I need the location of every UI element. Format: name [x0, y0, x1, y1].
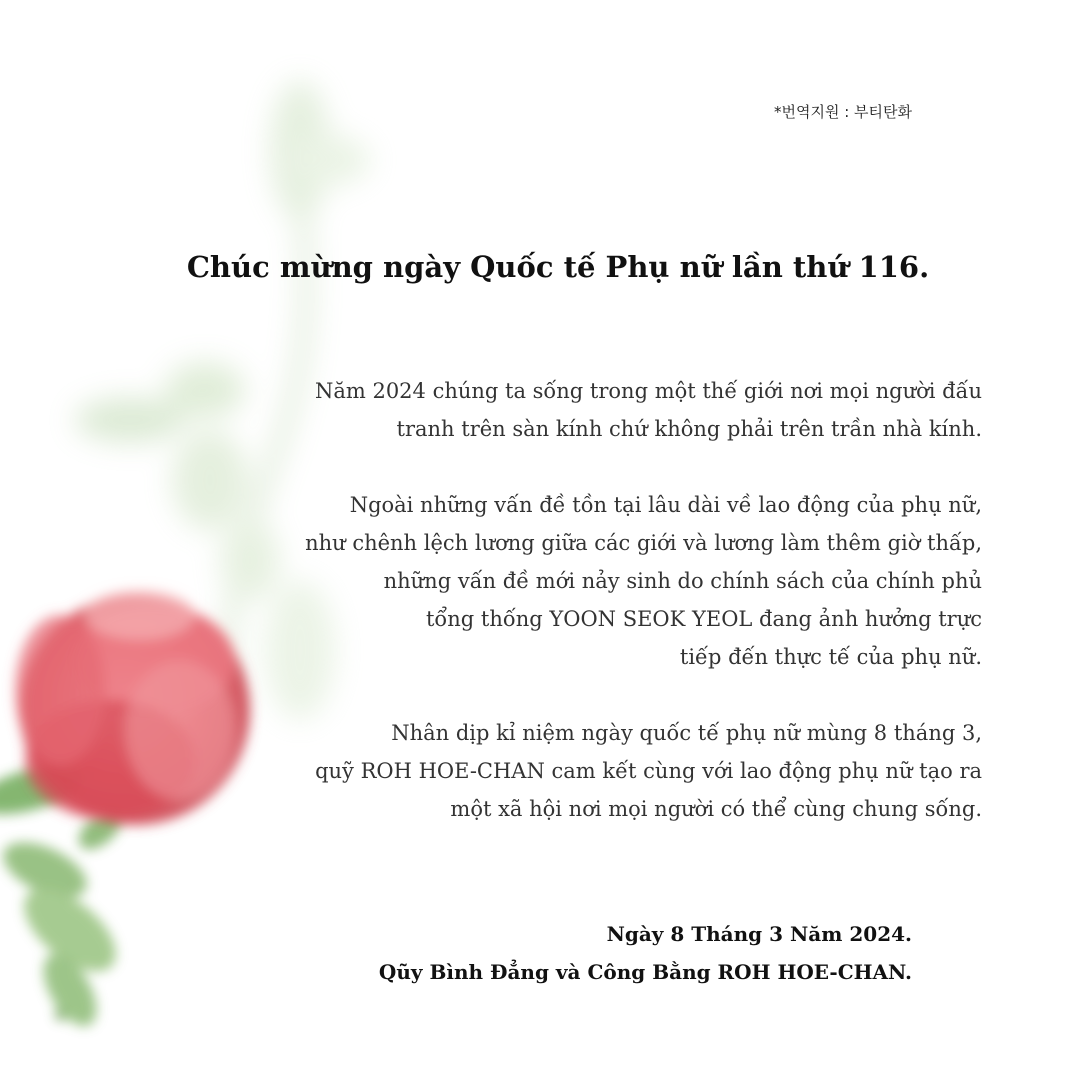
paragraph-3 [222, 714, 982, 828]
signature-date: Ngày 8 Tháng 3 Năm 2024. [606, 922, 912, 946]
text-line: một xã hội nơi mọi người có thể cùng chung sống. [450, 797, 982, 821]
text-line: Ngoài những vấn đề tồn tại lâu dài về lao động của phụ nữ, [349, 493, 982, 517]
text-line: tiếp đến thực tế của phụ nữ. [679, 645, 982, 669]
signature-org: Qũy Bình Đẳng và Công Bằng ROH HOE-CHAN. [378, 960, 912, 984]
translation-credit: *번역지원 : 부티탄화 [773, 103, 912, 121]
text-line: Nhân dịp kỉ niệm ngày quốc tế phụ nữ mùng 8 tháng 3, [391, 721, 982, 745]
text-line: những vấn đề mới nảy sinh do chính sách của chính phủ [383, 569, 982, 593]
rose-blossom [15, 590, 250, 825]
text-line: tổng thống YOON SEOK YEOL đang ảnh hưởng trực [425, 607, 982, 631]
text-line: như chênh lệch lương giữa các giới và lương làm thêm giờ thấp, [305, 531, 982, 555]
paragraph-1 [222, 372, 982, 448]
text-line: tranh trên sàn kính chứ không phải trên trần nhà kính. [396, 417, 982, 441]
text-line: Năm 2024 chúng ta sống trong một thế giới nơi mọi người đấu [314, 379, 982, 403]
text-line: quỹ ROH HOE-CHAN cam kết cùng với lao động phụ nữ tạo ra [315, 759, 982, 783]
paragraph-2 [222, 486, 982, 676]
message-body [222, 372, 982, 866]
page-title: Chúc mừng ngày Quốc tế Phụ nữ lần thứ 116. [186, 250, 930, 284]
signature-block [379, 915, 912, 991]
